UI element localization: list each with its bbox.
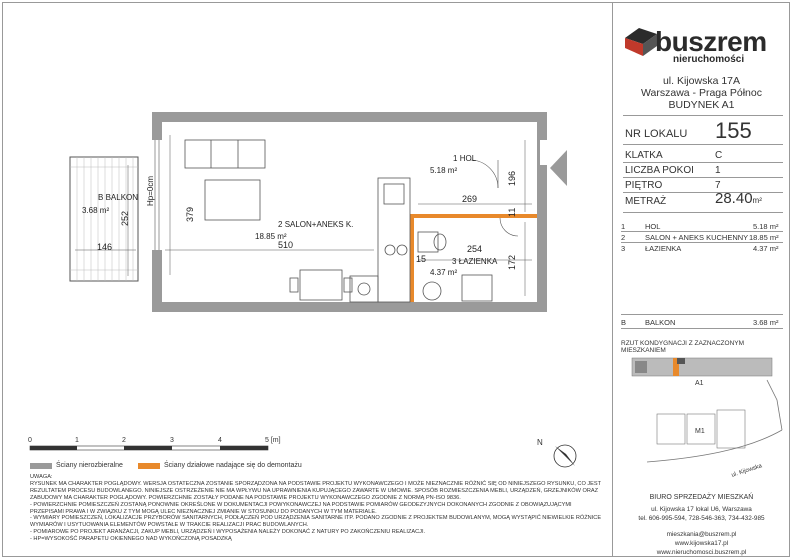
scale-tick-1: 1 xyxy=(75,437,79,444)
pietro-label: PIĘTRO xyxy=(625,180,663,191)
office-line-1: ul. Kijowska 17 lokal U6, Warszawa xyxy=(651,506,752,513)
scale-tick-0: 0 xyxy=(28,437,32,444)
dim-11: 11 xyxy=(507,207,517,217)
balcony-name: BALKON xyxy=(645,318,676,327)
dim-196: 196 xyxy=(507,170,517,186)
legend-orange-box xyxy=(138,463,160,469)
divider xyxy=(623,115,783,116)
address-street: ul. Kijowska 17A xyxy=(662,75,741,87)
metraz-value: 28.40m² xyxy=(715,190,762,207)
scale-bar xyxy=(30,446,268,450)
dim-172: 172 xyxy=(507,254,517,270)
office-www-1[interactable]: www.kijowska17.pl xyxy=(674,540,729,547)
note-heading: UWAGA: xyxy=(30,474,53,480)
room3-no: 3 xyxy=(621,244,626,253)
entrance-arrow xyxy=(550,150,567,186)
brand-name: buszrem xyxy=(655,26,767,57)
note-2: - POWIERZCHNIE POMIESZCZEŃ ZOSTANĄ PONOWNIE OKREŚLONE W DOKUMENTACJI POWYKONAWCZEJ NA PODSTAWIE POMIARÓW GEODEZYJNYCH DOKONANYCH ZGODNIE Z OBOWIĄZUJĄCYMI PRZEPISAMI PRAWA I W ZWIĄZKU Z TYM MOGĄ ULEC NIEZNACZNEJ ZMIANIE W STOSUNKU DO PODANYCH W TYM MATERIALE. xyxy=(30,501,572,515)
site-street: ul. Kijowska xyxy=(730,463,763,479)
hol-area: 5.18 m² xyxy=(430,166,458,175)
north-label: N xyxy=(537,438,543,447)
room1-area: 5.18 m² xyxy=(753,222,779,231)
dim-254: 254 xyxy=(467,244,483,254)
address-building: BUDYNEK A1 xyxy=(668,99,735,111)
hp-label: Hp=0cm xyxy=(146,175,155,206)
dim-146: 146 xyxy=(97,242,113,252)
klatka-label: KLATKA xyxy=(625,150,663,161)
room2-area: 18.85 m² xyxy=(749,233,779,242)
pietro-value: 7 xyxy=(715,180,721,191)
balkon-label: B BALKON xyxy=(98,193,139,202)
laz-area: 4.37 m² xyxy=(430,268,458,277)
office-email[interactable]: mieszkania@buszrem.pl xyxy=(666,531,737,538)
north-arrow xyxy=(554,445,576,467)
bathroom-fixtures xyxy=(418,232,492,301)
klatka-value: C xyxy=(715,150,723,161)
room1-no: 1 xyxy=(621,222,626,231)
site-plan xyxy=(617,350,787,470)
unit-number: 155 xyxy=(715,118,752,143)
address-district: Warszawa - Praga Północ xyxy=(641,87,762,99)
note-5: - HP=WYSOKOŚĆ PARAPETU OKIENNEGO NAD WYKOŃCZONĄ POSADZKĄ xyxy=(30,536,232,543)
balcony-area: 3.68 m² xyxy=(753,318,779,327)
scale-tick-5: 5 [m] xyxy=(265,437,281,444)
salon-area: 18.85 m² xyxy=(255,232,287,241)
room2-name: SALON + ANEKS KUCHENNY xyxy=(645,233,749,242)
divider xyxy=(623,144,783,145)
unit-label: NR LOKALU xyxy=(625,128,688,140)
office-title: BIURO SPRZEDAŻY MIESZKAŃ xyxy=(649,494,754,501)
salon-label: 2 SALON+ANEKS K. xyxy=(278,220,354,229)
office-www-2[interactable]: www.nieruchomosci.buszrem.pl xyxy=(656,549,747,556)
room1-name: HOL xyxy=(645,222,661,231)
pokoje-value: 1 xyxy=(715,165,721,176)
disclaimer-notes xyxy=(30,474,602,543)
balkon-area: 3.68 m² xyxy=(82,206,110,215)
note-3: - WYMIARY POMIESZCZEŃ, LOKALIZACJE PRZYBORÓW SANITARNYCH, PODŁĄCZEŃ POD URZĄDZENIA SANITARNE ITP. PODANO ZGODNIE Z PROJEKTEM BUDOWLANYM, MOGĄ WYSTĄPIĆ NIEWIELKIE RÓŻNICE WYMIARÓW I USYTUOWANIA ELEMENTÓW POWSTAŁE W TRAKCIE REALIZACJI PRAC BUDOWLANYCH. xyxy=(30,515,602,529)
brand-sub: nieruchomości xyxy=(673,54,745,65)
dim-269: 269 xyxy=(462,194,478,204)
kitchen xyxy=(350,178,410,302)
note-4: - POMIAROWE PO PROJEKT ARANŻACJI, ZAKUP MEBLI, URZĄDZEŃ I WYPOSAŻENIA NALEŻY DOKONAĆ Z NATURY PO ZAKOŃCZENIU REALIZACJI. xyxy=(30,529,426,536)
room3-area: 4.37 m² xyxy=(753,244,779,253)
dim-15: 15 xyxy=(416,254,427,264)
room2-no: 2 xyxy=(621,233,626,242)
scale-tick-2: 2 xyxy=(122,437,126,444)
office-line-2: tel. 606-995-594, 728-546-363, 734-432-985 xyxy=(638,515,765,522)
dim-510: 510 xyxy=(278,240,294,250)
laz-label: 3 ŁAZIENKA xyxy=(452,257,498,266)
sofa xyxy=(185,140,265,220)
scale-tick-3: 3 xyxy=(170,437,174,444)
dining-table xyxy=(290,270,352,300)
dim-252: 252 xyxy=(120,210,130,226)
legend-grey-label: Ściany nierozbieralne xyxy=(56,462,123,469)
note-1: RYSUNEK MA CHARAKTER POGLĄDOWY. WERSJA OSTATECZNA ZOSTANIE SPORZĄDZONA NA PODSTAWIE PROJEKTU WYKONAWCZEGO I MOŻE NIEZNACZNIE RÓŻNIĆ SIĘ OD NINIEJSZEGO RYSUNKU, CO JEST REZULTATEM PROCESU BUDOWLANEGO. NINIEJSZE OSTRZEŻENIE NIE MA WPŁYWU NA UPRAWNIENIA KUPUJĄCEGO ZAWARTE W UMOWIE. SPOSÓB ROZMIESZCZENIA MEBLI, URZĄDZEŃ, GRZEJNIKÓW ORAZ ZABUDOWY MA CHARAKTER POGLĄDOWY. POWIERZCHNIE ZOSTAŁY PODANE NA PODSTAWIE PROJEKTU WYKONAWCZEGO ZGODNIE Z NORMĄ PN-ISO 9836. xyxy=(30,480,601,501)
legend-grey-box xyxy=(30,463,52,469)
dim-379: 379 xyxy=(185,206,195,222)
rzut-title: RZUT KONDYGNACJI Z ZAZNACZONYM MIESZKANIEM xyxy=(621,340,745,354)
site-a1: A1 xyxy=(695,380,704,387)
hol-label: 1 HOL xyxy=(453,154,477,163)
pokoje-label: LICZBA POKOI xyxy=(625,165,694,176)
divider xyxy=(623,212,783,213)
metraz-label: METRAŻ xyxy=(625,196,667,207)
info-sidebar xyxy=(613,0,790,559)
site-m1: M1 xyxy=(695,428,705,435)
scale-tick-4: 4 xyxy=(218,437,222,444)
balcony-no: B xyxy=(621,318,627,327)
room3-name: ŁAZIENKA xyxy=(645,244,682,253)
legend-orange-label: Ściany działowe nadające się do demontażu xyxy=(164,462,302,469)
